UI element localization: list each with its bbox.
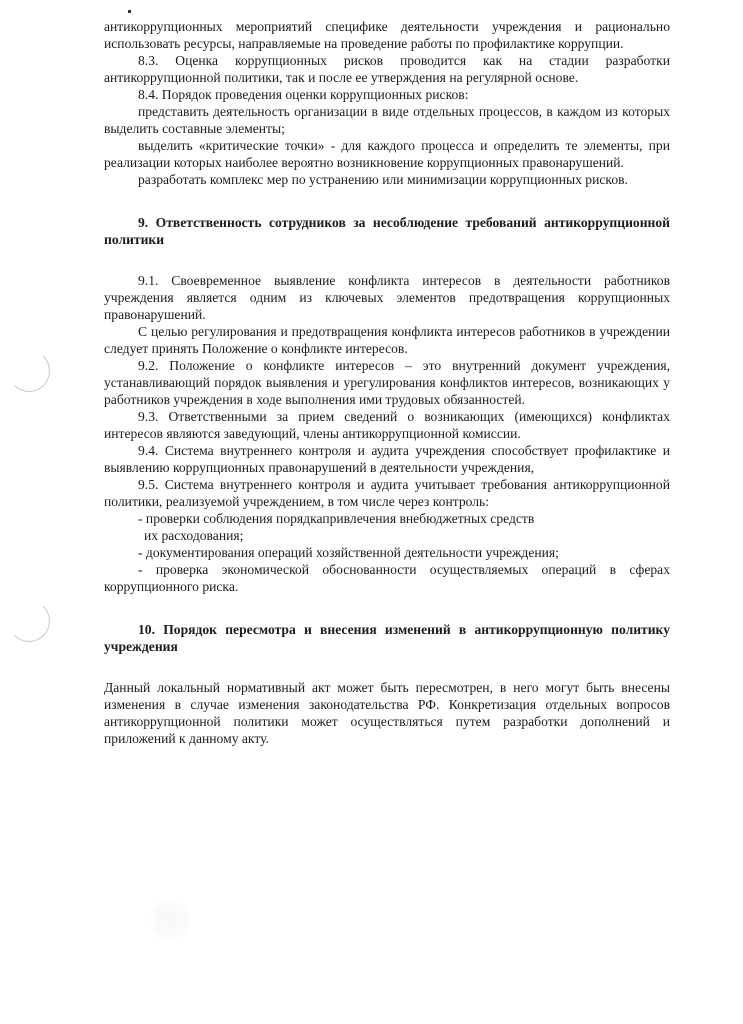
paragraph-9-1: 9.1. Своевременное выявление конфликта интересов в деятельности работников учреждения является одним из ключевых элементов предотвращения коррупционных правонарушений. [104,273,670,322]
paragraph-9-3: 9.3. Ответственными за прием сведений о возникающих (имеющихся) конфликтах интересов являются заведующий, члены антикоррупционной комиссии. [104,409,670,441]
document-page [104,18,670,747]
paragraph-9-4: 9.4. Система внутреннего контроля и аудита учреждения способствует профилактике и выявлению коррупционных правонарушений в деятельности учреждения, [104,443,670,475]
punch-hole-mark [8,350,50,392]
scan-speck [128,10,131,13]
paragraph-9-5: 9.5. Система внутреннего контроля и аудита учитывает требования антикоррупционной политики, реализуемой учреждением, в том числе через контроль: [104,477,670,509]
paragraph-8-4: 8.4. Порядок проведения оценки коррупционных рисков: [138,87,469,102]
section-10-body: Данный локальный нормативный акт может быть пересмотрен, в него могут быть внесены изменения в случае изменения законодательства РФ. Конкретизация отдельных вопросов антикоррупционной политики может осуществляться путем разработки дополнений и приложений к данному акту. [104,680,670,746]
control-list-item: - документирования операций хозяйственной деятельности учреждения; [138,545,559,560]
punch-hole-mark [8,600,50,642]
assessment-step-1: представить деятельность организации в виде отдельных процессов, в каждом из которых выделить составные элементы; [104,104,670,136]
control-list-item: - проверки соблюдения порядкапривлечения внебюджетных средств [138,511,535,526]
control-list-item: - проверка экономической обоснованности осуществляемых операций в сферах коррупционного риска. [104,562,670,594]
assessment-step-2: выделить «критические точки» - для каждого процесса и определить те элементы, при реализации которых наиболее вероятно возникновение коррупционных правонарушений. [104,138,670,170]
spacer [104,655,670,679]
paragraph-8-3: 8.3. Оценка коррупционных рисков проводится как на стадии разработки антикоррупционной политики, так и после ее утверждения на регулярной основе. [104,53,670,85]
paragraph-9-2: 9.2. Положение о конфликте интересов – это внутренний документ учреждения, устанавливающий порядок выявления и урегулирования конфликтов интересов, возникающих у работников учреждения в ходе выполнения ими трудовых обязанностей. [104,358,670,407]
section-10-heading: 10. Порядок пересмотра и внесения изменений в антикоррупционную политику учреждения [104,622,670,654]
spacer [104,248,670,272]
section-9-heading: 9. Ответственность сотрудников за несоблюдение требований антикоррупционной политики [104,215,670,247]
spacer [104,188,670,214]
paragraph-intro: антикоррупционных мероприятий специфике деятельности учреждения и рационально использовать ресурсы, направляемые на проведение работы по профилактике коррупции. [104,19,670,51]
control-list-item: их расходования; [144,528,244,543]
paragraph-9-1-b: С целью регулирования и предотвращения конфликта интересов работников в учреждении следует принять Положение о конфликте интересов. [104,324,670,356]
scan-smudge [150,900,190,940]
assessment-step-3: разработать комплекс мер по устранению или минимизации коррупционных рисков. [138,172,628,187]
spacer [104,595,670,621]
